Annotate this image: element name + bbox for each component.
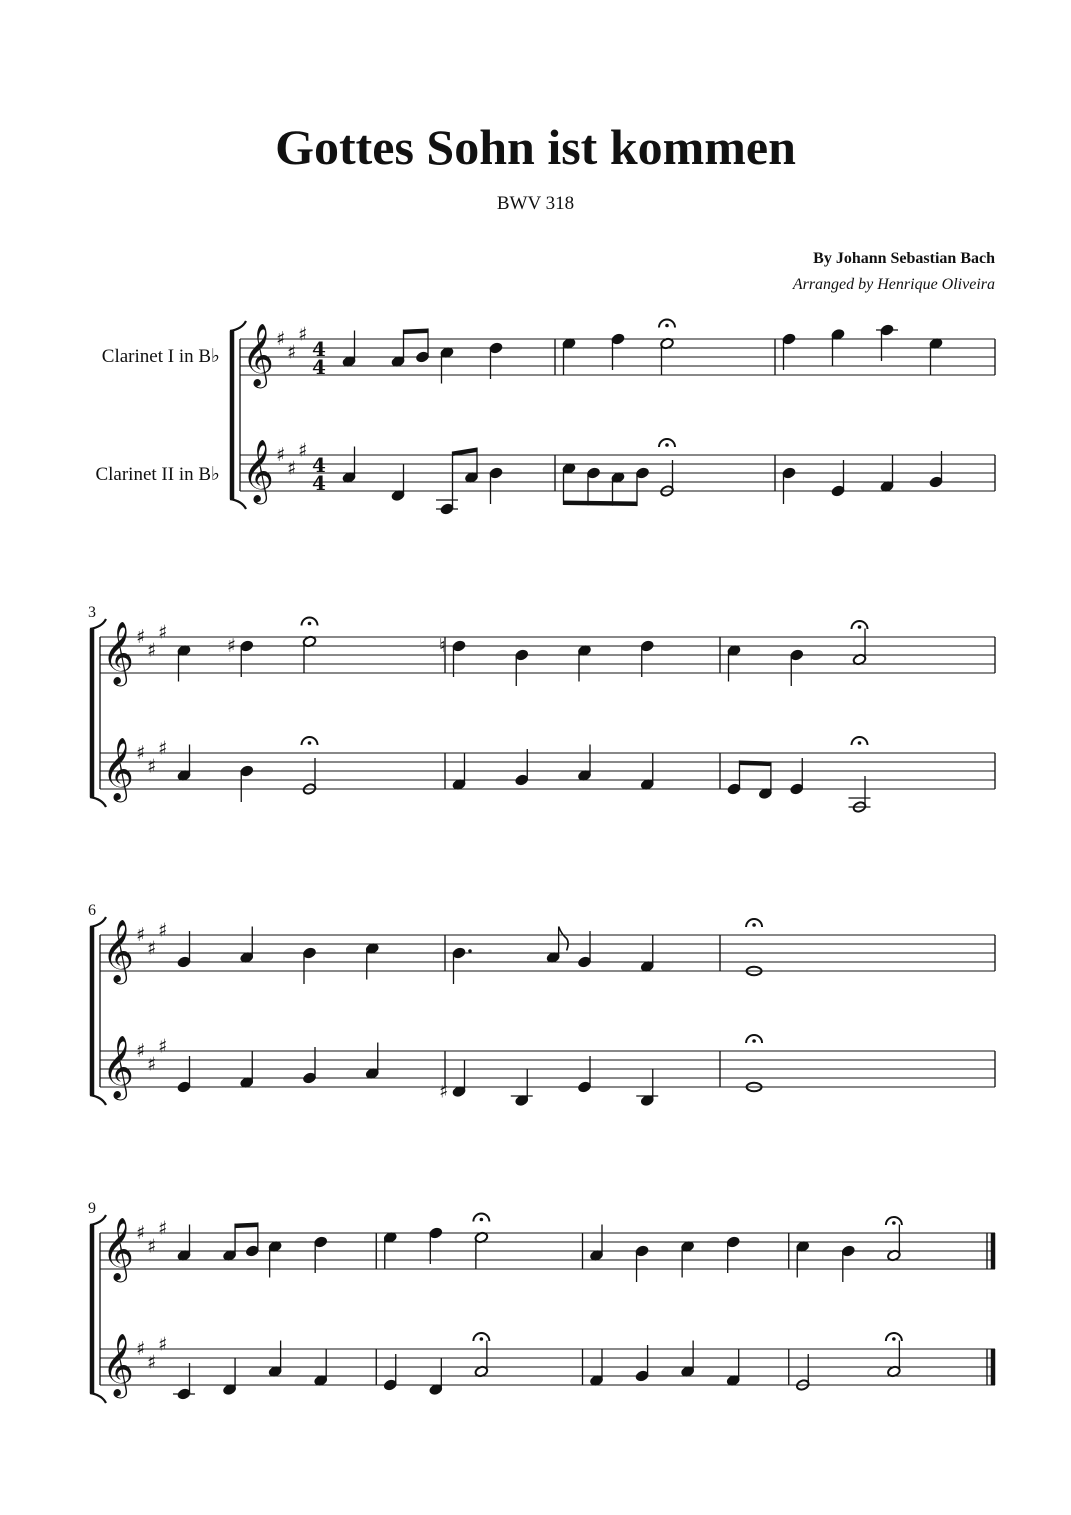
note: [577, 931, 591, 968]
treble-clef-icon: 𝄞: [242, 323, 274, 386]
key-sharp-icon: ♯: [147, 1235, 157, 1258]
sharp-accidental-icon: ♯: [439, 1080, 449, 1103]
note: [831, 328, 845, 365]
staff-system: [230, 320, 995, 516]
augmentation-dot: [468, 949, 472, 953]
note: [876, 324, 898, 361]
music-staves: [88, 320, 995, 1404]
fermata-dot: [480, 1337, 484, 1341]
note: [929, 451, 943, 488]
note: [177, 931, 191, 968]
natural-accidental-icon: ♮: [439, 635, 446, 657]
treble-clef-icon: 𝄞: [102, 1035, 134, 1098]
staff-clarinet-1: [100, 1214, 995, 1284]
instrument-label-clarinet-2: Clarinet II in B♭: [95, 464, 220, 485]
instrument-label-clarinet-1: Clarinet I in B♭: [101, 346, 220, 367]
note: [727, 644, 741, 681]
key-sharp-icon: ♯: [147, 937, 157, 960]
note: [636, 1070, 658, 1107]
sharp-accidental-icon: ♯: [226, 635, 236, 657]
note: [852, 621, 868, 666]
note: [726, 1350, 740, 1387]
key-sharp-icon: ♯: [276, 444, 286, 466]
key-sharp-icon: ♯: [147, 755, 157, 778]
note: [314, 1350, 328, 1387]
note: [611, 333, 625, 370]
note: [511, 1070, 533, 1107]
note: [680, 1240, 694, 1277]
note: [268, 1341, 282, 1378]
note: [314, 1236, 328, 1273]
key-sharp-icon: ♯: [158, 1217, 168, 1240]
time-signature-denominator: 4: [312, 471, 326, 495]
note: [782, 333, 796, 370]
beam-group: [564, 469, 638, 507]
note: [790, 649, 804, 686]
note: [173, 1363, 195, 1400]
key-sharp-icon: ♯: [136, 626, 146, 648]
note: [440, 346, 454, 383]
fermata-dot: [892, 1337, 896, 1341]
note: [796, 1240, 810, 1277]
note: [515, 749, 529, 786]
staff-clarinet-1: [100, 618, 995, 688]
note: [177, 745, 191, 782]
note: [429, 1359, 443, 1396]
note: [452, 947, 472, 984]
beam: [564, 500, 638, 506]
key-sharp-icon: ♯: [147, 639, 157, 662]
note: [365, 942, 379, 979]
key-sharp-icon: ♯: [147, 1053, 157, 1076]
fermata-dot: [752, 1039, 756, 1043]
staff-system: [88, 902, 995, 1107]
note: [383, 1354, 397, 1391]
treble-clef-icon: 𝄞: [102, 1217, 134, 1280]
note: [268, 1240, 282, 1277]
key-sharp-icon: ♯: [136, 1222, 146, 1244]
note: [746, 1035, 762, 1091]
treble-clef-icon: 𝄞: [102, 621, 134, 684]
time-signature-numerator: 4: [312, 453, 326, 477]
note: [473, 1333, 489, 1378]
fermata-dot: [858, 741, 862, 745]
note: [640, 936, 654, 973]
note: [880, 456, 894, 493]
key-sharp-icon: ♯: [158, 1333, 168, 1356]
note: [841, 1245, 855, 1282]
key-sharp-icon: ♯: [136, 742, 146, 764]
score-subtitle: BWV 318: [496, 193, 575, 214]
treble-clef-icon: 𝄞: [102, 1333, 134, 1396]
staff-clarinet-1: [100, 919, 995, 985]
note: [227, 635, 254, 677]
note: [489, 467, 503, 504]
note: [177, 644, 191, 681]
note: [439, 635, 466, 677]
note: [577, 1056, 591, 1093]
note: [886, 1217, 902, 1262]
beam: [404, 328, 429, 334]
note: [849, 737, 871, 813]
note: [429, 1227, 443, 1264]
note: [391, 465, 405, 502]
note: [177, 1056, 191, 1093]
note: [680, 1341, 694, 1378]
note: [790, 758, 804, 795]
note: [831, 460, 845, 497]
staff-clarinet-2: [100, 737, 995, 813]
key-sharp-icon: ♯: [158, 919, 168, 942]
staff-clarinet-1: [240, 320, 995, 390]
treble-clef-icon: 𝄞: [242, 439, 274, 502]
fermata-dot: [858, 625, 862, 629]
key-sharp-icon: ♯: [287, 341, 297, 364]
staff-clarinet-2: [240, 439, 995, 515]
fermata-dot: [665, 443, 669, 447]
key-sharp-icon: ♯: [147, 1351, 157, 1374]
note: [640, 754, 654, 791]
staff-clarinet-2: [100, 1333, 995, 1400]
key-sharp-icon: ♯: [136, 1338, 146, 1360]
beam: [740, 760, 771, 766]
note: [240, 927, 254, 964]
measure-number: 3: [88, 604, 96, 621]
treble-clef-icon: 𝄞: [102, 919, 134, 982]
note: [302, 1047, 316, 1084]
staff-system: [88, 604, 995, 813]
note: [240, 1052, 254, 1089]
fermata-dot: [892, 1221, 896, 1225]
note: [589, 1225, 603, 1262]
score-title: Gottes Sohn ist kommen: [275, 119, 796, 175]
staff-system: [88, 1200, 995, 1403]
fermata-dot: [308, 622, 312, 626]
note: [439, 1061, 466, 1103]
note: [222, 1359, 236, 1396]
key-sharp-icon: ♯: [298, 439, 308, 462]
key-sharp-icon: ♯: [287, 457, 297, 480]
note: [436, 500, 458, 515]
note: [635, 1345, 649, 1382]
eighth-flag: [559, 927, 569, 951]
note: [577, 745, 591, 782]
note: [726, 1236, 740, 1273]
note: [515, 649, 529, 686]
key-sharp-icon: ♯: [276, 328, 286, 350]
note: [452, 754, 466, 791]
key-sharp-icon: ♯: [298, 323, 308, 346]
fermata-dot: [665, 324, 669, 328]
note: [577, 644, 591, 681]
arranger-credit: Arranged by Henrique Oliveira: [792, 276, 995, 293]
note: [782, 467, 796, 504]
fermata-dot: [308, 741, 312, 745]
note: [640, 640, 654, 677]
note: [489, 342, 503, 379]
note: [383, 1231, 397, 1268]
note: [302, 947, 316, 984]
time-signature-denominator: 4: [312, 355, 326, 379]
note: [177, 1225, 191, 1262]
note: [546, 927, 568, 964]
note: [365, 1043, 379, 1080]
beam: [235, 1222, 258, 1228]
note: [635, 1245, 649, 1282]
note: [796, 1354, 810, 1391]
note: [342, 447, 356, 484]
note: [659, 439, 675, 497]
treble-clef-icon: 𝄞: [102, 737, 134, 800]
note: [746, 919, 762, 975]
note: [302, 737, 318, 795]
note: [562, 337, 576, 374]
note: [240, 765, 254, 802]
key-sharp-icon: ♯: [158, 737, 168, 760]
key-sharp-icon: ♯: [158, 1035, 168, 1058]
note: [342, 331, 356, 368]
key-sharp-icon: ♯: [136, 924, 146, 946]
key-sharp-icon: ♯: [136, 1040, 146, 1062]
measure-number: 9: [88, 1200, 96, 1217]
staff-clarinet-2: [100, 1035, 995, 1107]
note: [886, 1333, 902, 1378]
time-signature-numerator: 4: [312, 337, 326, 361]
key-sharp-icon: ♯: [158, 621, 168, 644]
note: [929, 337, 943, 374]
measure-number: 6: [88, 902, 96, 919]
fermata-dot: [752, 923, 756, 927]
note: [589, 1350, 603, 1387]
fermata-dot: [480, 1218, 484, 1222]
composer-credit: By Johann Sebastian Bach: [813, 250, 995, 267]
